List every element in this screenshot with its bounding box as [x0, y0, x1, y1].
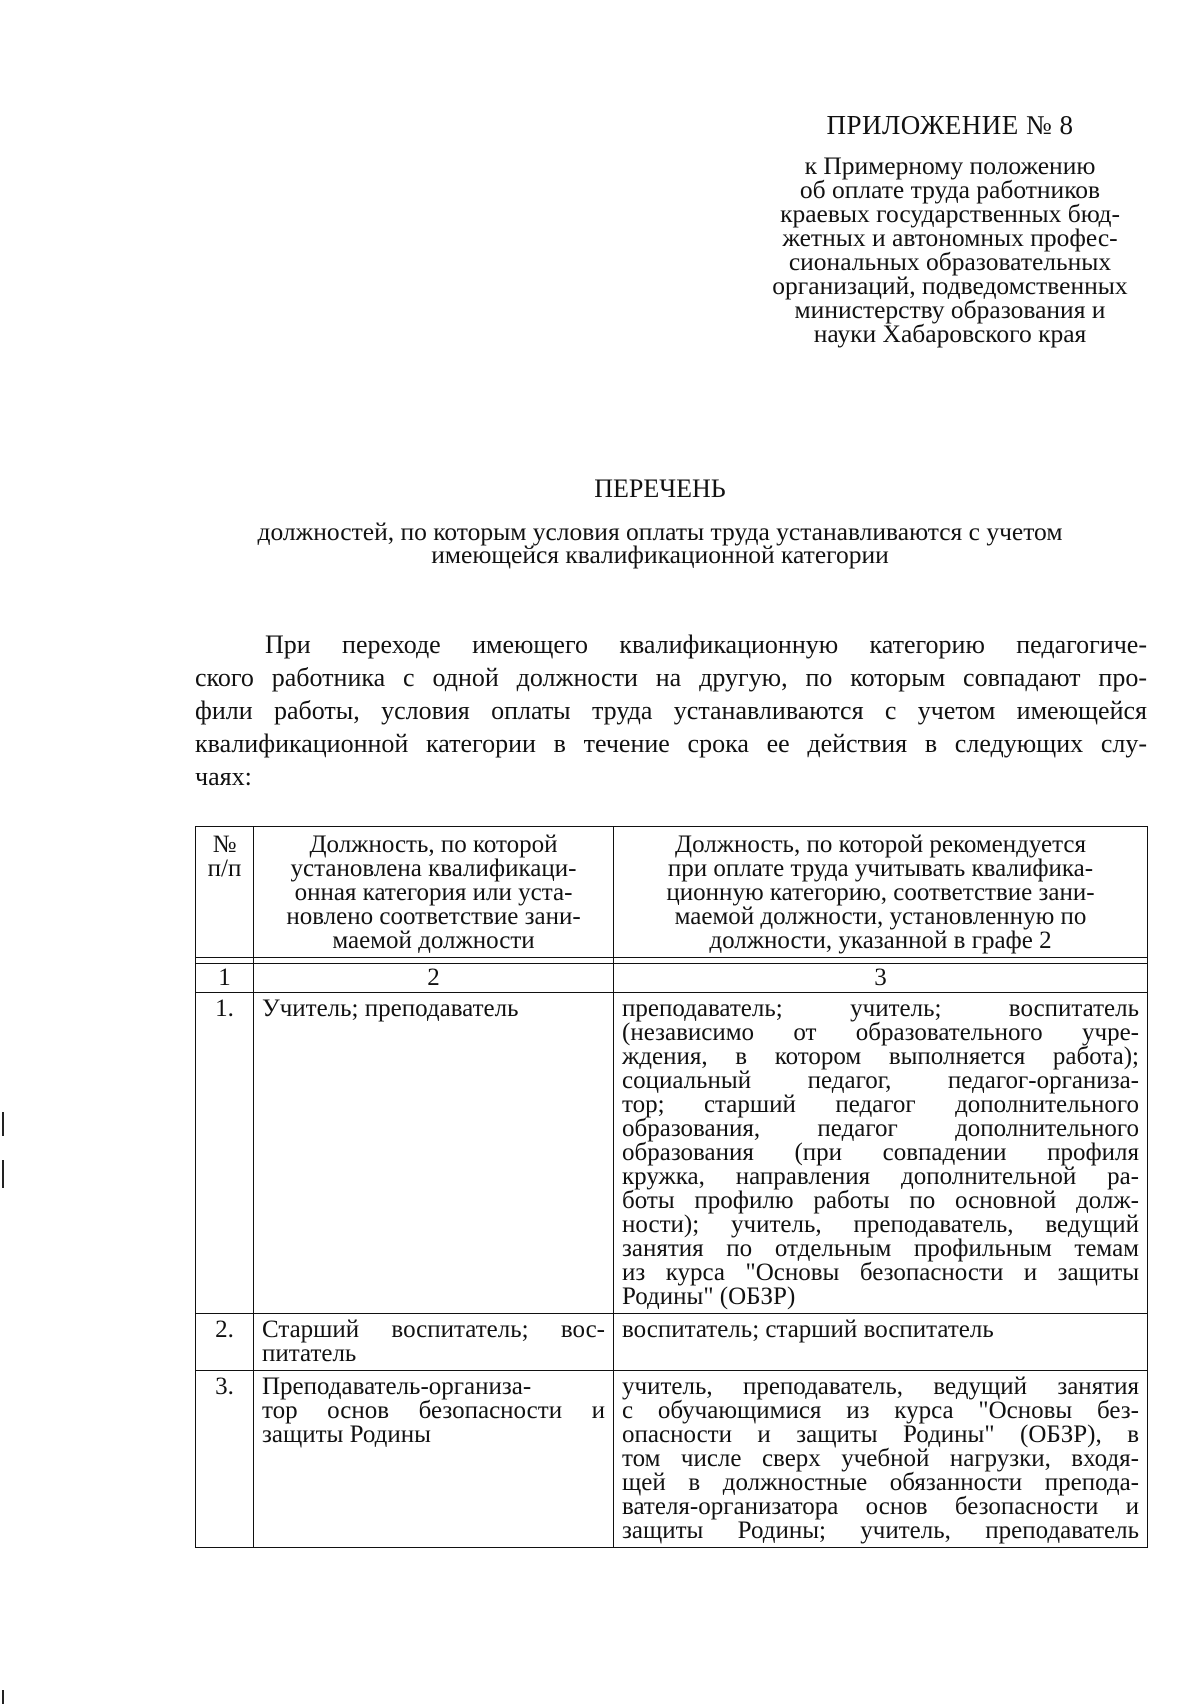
header-line: установлена квалификаци- [290, 855, 577, 882]
header-line: маемой должности [332, 927, 535, 954]
cell-line: с обучающимися из курса "Основы без- [622, 1397, 1139, 1424]
heading-subtitle-line: имеющейся квалификационной категории [431, 540, 889, 569]
cell-line: воспитатель; старший воспитатель [622, 1316, 994, 1343]
cell-line: защиты Родины; учитель, преподаватель [622, 1517, 1139, 1544]
scan-mark [2, 1160, 4, 1188]
row-position [254, 1314, 614, 1371]
column-number: 2 [254, 964, 614, 993]
cell-line: защиты Родины [262, 1421, 431, 1448]
row-number: 2. [196, 1314, 254, 1371]
cell-line: из курса "Основы безопасности и защиты [622, 1259, 1139, 1286]
column-number: 1 [196, 964, 254, 993]
appendix-line: краевых государственных бюд- [780, 199, 1120, 228]
cell-line: ности); учитель, преподаватель, ведущий [622, 1211, 1139, 1238]
heading-subtitle-line: должностей, по которым условия оплаты труда устанавливаются с учетом [257, 517, 1063, 546]
column-number: 3 [614, 964, 1148, 993]
table-numbering-row [196, 964, 1148, 993]
cell-line: преподаватель; учитель; воспитатель [622, 995, 1139, 1022]
header-position-cell [254, 827, 614, 958]
header-number-cell [196, 827, 254, 958]
header-line: онная категория или уста- [294, 879, 573, 906]
row-recommended [614, 993, 1148, 1314]
header-line: п/п [207, 855, 242, 882]
cell-line: Учитель; преподаватель [262, 995, 519, 1022]
cell-line: том числе сверх учебной нагрузки, входя- [622, 1445, 1139, 1472]
cell-line: кружка, направления дополнительной ра- [622, 1163, 1139, 1190]
cell-line: Родины" (ОБЗР) [622, 1283, 796, 1310]
appendix-line: науки Хабаровского края [813, 319, 1087, 348]
cell-line: учитель, преподаватель, ведущий занятия [622, 1373, 1139, 1400]
appendix-line: жетных и автономных профес- [782, 223, 1118, 252]
cell-line: социальный педагог, педагог-организа- [622, 1067, 1139, 1094]
row-number: 1. [196, 993, 254, 1314]
appendix-block [730, 108, 1170, 346]
cell-line: тор; старший педагог дополнительного [622, 1091, 1139, 1118]
positions-table-grid [195, 826, 1148, 1548]
cell-line: боты профилю работы по основной долж- [622, 1187, 1139, 1214]
cell-line: питатель [262, 1340, 357, 1367]
table-header-row [196, 827, 1148, 958]
scan-mark [2, 1690, 4, 1704]
header-line: новлено соответствие зани- [286, 903, 581, 930]
header-line: Должность, по которой [309, 831, 558, 858]
header-line: Должность, по которой рекомендуется [675, 831, 1086, 858]
cell-line: Преподаватель-организа- [262, 1373, 532, 1400]
cell-line: образования (при совпадении профиля [622, 1139, 1139, 1166]
scan-mark [2, 1112, 4, 1136]
appendix-reference [730, 151, 1170, 348]
header-recommended-cell [614, 827, 1148, 958]
cell-line: Старший воспитатель; вос- [262, 1316, 605, 1343]
cell-line: (независимо от образовательного учре- [622, 1019, 1139, 1046]
intro-line: При переходе имеющего квалификационную категорию педагогиче- [265, 630, 1147, 659]
intro-line: чаях: [195, 762, 252, 791]
heading-title: ПЕРЕЧЕНЬ [594, 474, 726, 503]
appendix-line: организаций, подведомственных [772, 271, 1128, 300]
row-recommended [614, 1371, 1148, 1548]
header-line: маемой должности, установленную по [674, 903, 1087, 930]
appendix-line: к Примерному положению [804, 151, 1096, 180]
intro-line: квалификационной категории в течение срока ее действия в следующих слу- [195, 729, 1147, 758]
header-line: № [212, 831, 237, 858]
intro-paragraph [195, 628, 1147, 793]
row-position [254, 1371, 614, 1548]
appendix-line: об оплате труда работников [799, 175, 1101, 204]
table-row [196, 993, 1148, 1314]
cell-line: ждения, в котором выполняется работа); [622, 1043, 1139, 1070]
heading-subtitle [180, 517, 1140, 569]
header-line: должности, указанной в графе 2 [709, 927, 1052, 954]
appendix-line: сиональных образовательных [788, 247, 1112, 276]
cell-line: тор основ безопасности и [262, 1397, 605, 1424]
cell-line: щей в должностные обязанности препода- [622, 1469, 1139, 1496]
cell-line: опасности и защиты Родины" (ОБЗР), в [622, 1421, 1139, 1448]
list-heading [180, 474, 1140, 569]
table-row [196, 1314, 1148, 1371]
cell-line: занятия по отдельным профильным темам [622, 1235, 1139, 1262]
cell-line: образования, педагог дополнительного [622, 1115, 1139, 1142]
row-position [254, 993, 614, 1314]
row-recommended [614, 1314, 1148, 1371]
intro-line: фили работы, условия оплаты труда устанавливаются с учетом имеющейся [195, 696, 1147, 725]
appendix-line: министерству образования и [794, 295, 1106, 324]
cell-line: вателя-организатора основ безопасности и [622, 1493, 1139, 1520]
appendix-title: ПРИЛОЖЕНИЕ № 8 [826, 110, 1074, 140]
header-line: ционную категорию, соответствие зани- [666, 879, 1095, 906]
positions-table [195, 826, 1147, 1548]
intro-line: ского работника с одной должности на другую, по которым совпадают про- [195, 663, 1147, 692]
row-number: 3. [196, 1371, 254, 1548]
header-line: при оплате труда учитывать квалифика- [667, 855, 1094, 882]
table-row [196, 1371, 1148, 1548]
